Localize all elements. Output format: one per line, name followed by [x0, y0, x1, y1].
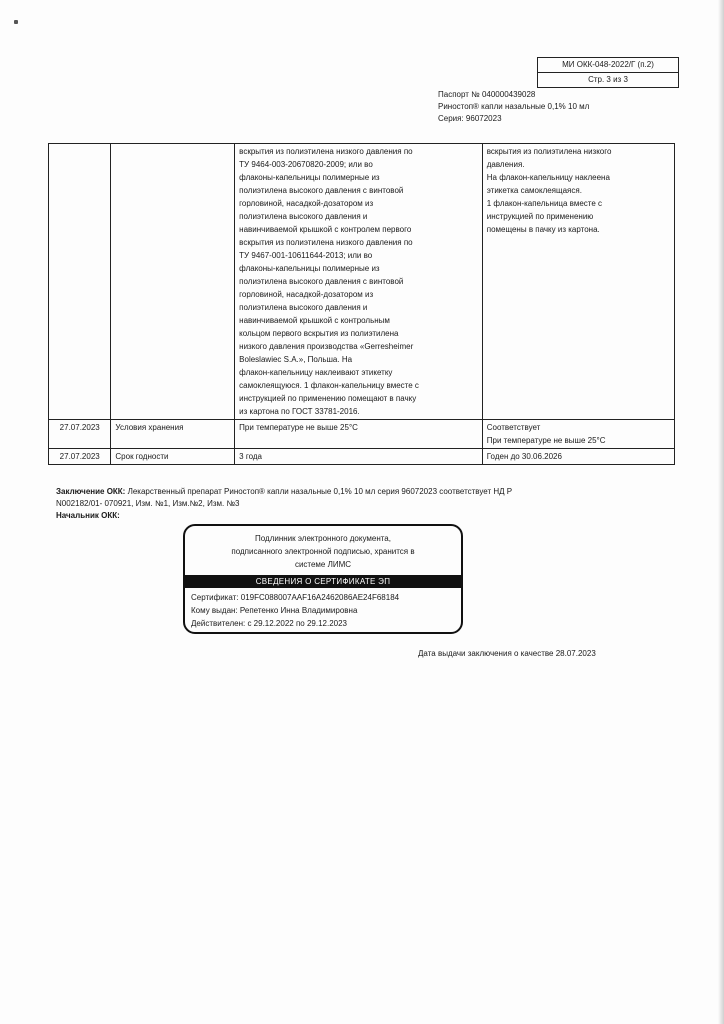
- requirement-line: низкого давления производства «Gerresheimer: [239, 342, 414, 351]
- result-line: При температуре не выше 25°С: [486, 436, 606, 445]
- issue-date: Дата выдачи заключения о качестве 28.07.2023: [418, 649, 596, 658]
- conclusion-line-2: N002182/01- 070921, Изм. №1, Изм.№2, Изм. №3: [56, 499, 240, 508]
- result-line: помещены в пачку из картона.: [486, 225, 600, 234]
- requirement-line: горловиной, насадкой-дозатором из: [239, 290, 374, 299]
- document-code: МИ ОКК-048-2022/Г (п.2): [562, 60, 654, 69]
- requirement-line: навинчиваемой крышкой с контролем первого: [239, 225, 412, 234]
- cell-date: [49, 144, 111, 420]
- requirement-line: ТУ 9467-001-10611644-2013; или во: [239, 251, 373, 260]
- passport-info: [438, 89, 589, 125]
- passport-number: Паспорт № 040000439028: [438, 90, 536, 99]
- requirement-line: полиэтилена высокого давления с винтовой: [239, 277, 404, 286]
- conclusion-block: [56, 486, 512, 522]
- cell-date: 27.07.2023: [49, 420, 111, 449]
- requirement-line: навинчиваемой крышкой с контрольным: [239, 316, 390, 325]
- table-row-storage: [49, 420, 675, 449]
- requirement-line: полиэтилена высокого давления и: [239, 303, 368, 312]
- requirement-line: флакон-капельницу наклеивают этикетку: [239, 368, 393, 377]
- cell-result: [482, 420, 674, 449]
- quality-table: [48, 143, 675, 465]
- result-line: На флакон-капельницу наклеена: [486, 173, 610, 182]
- conclusion-line: [56, 486, 512, 498]
- result-line: вскрытия из полиэтилена низкого: [486, 147, 612, 156]
- result-line: Соответствует: [486, 423, 541, 432]
- requirement-line: горловиной, насадкой-дозатором из: [239, 199, 374, 208]
- page-edge-shadow: [718, 0, 724, 1024]
- result-line: инструкцией по применению: [486, 212, 594, 221]
- esig-line: подписанного электронной подписью, хранится в: [231, 547, 415, 556]
- result-line: 1 флакон-капельница вместе с: [486, 199, 603, 208]
- document-code-box: [537, 57, 679, 88]
- requirement-line: вскрытия из полиэтилена низкого давления по: [239, 238, 413, 247]
- esig-line: Подлинник электронного документа,: [255, 534, 391, 543]
- conclusion-text: Лекарственный препарат Риностоп® капли назальные 0,1% 10 мл серия 96072023 соответствует НД Р: [125, 487, 513, 496]
- requirement-line: ТУ 9464-003-20670820-2009; или во: [239, 160, 373, 169]
- page-number: Стр. 3 из 3: [538, 72, 678, 87]
- requirement-line: флаконы-капельницы полимерные из: [239, 264, 380, 273]
- electronic-signature-stamp: [183, 524, 463, 634]
- result-line: этикетка самоклеящаяся.: [486, 186, 582, 195]
- requirement-line: Boleslawiec S.A.», Польша. На: [239, 355, 353, 364]
- requirement-line: флаконы-капельницы полимерные из: [239, 173, 380, 182]
- scan-artifact: [14, 20, 18, 24]
- series-number: Серия: 96072023: [438, 114, 502, 123]
- product-name: Риностоп® капли назальные 0,1% 10 мл: [438, 102, 590, 111]
- cell-result: [482, 144, 674, 420]
- requirement-line: вскрытия из полиэтилена низкого давления по: [239, 147, 413, 156]
- esig-certificate: Сертификат: 019FC088007AAF16A2462086AE24F68184: [191, 593, 400, 602]
- requirement-line: полиэтилена высокого давления и: [239, 212, 368, 221]
- requirement-line: самоклеящуюся. 1 флакон-капельницу вместе с: [239, 381, 419, 390]
- requirement-line: из картона по ГОСТ 33781-2016.: [239, 407, 360, 416]
- cell-requirement: [235, 144, 483, 420]
- cell-indicator: [111, 144, 235, 420]
- table-row-packaging: [49, 144, 675, 420]
- esig-issued-to: Кому выдан: Репетенко Инна Владимировна: [191, 606, 358, 615]
- conclusion-label: Заключение ОКК:: [56, 487, 126, 496]
- cell-result: Годен до 30.06.2026: [482, 449, 674, 465]
- esig-banner: СВЕДЕНИЯ О СЕРТИФИКАТЕ ЭП: [185, 575, 461, 588]
- cell-indicator: Условия хранения: [111, 420, 235, 449]
- requirement-line: полиэтилена высокого давления с винтовой: [239, 186, 404, 195]
- esig-validity: Действителен: с 29.12.2022 по 29.12.2023: [191, 619, 347, 628]
- requirement-line: кольцом первого вскрытия из полиэтилена: [239, 329, 399, 338]
- table-row-shelf-life: [49, 449, 675, 465]
- requirement-line: инструкцией по применению помещают в пачку: [239, 394, 417, 403]
- chief-label: Начальник ОКК:: [56, 511, 120, 520]
- result-line: давления.: [486, 160, 525, 169]
- cell-date: 27.07.2023: [49, 449, 111, 465]
- cell-requirement: При температуре не выше 25°С: [235, 420, 483, 449]
- cell-indicator: Срок годности: [111, 449, 235, 465]
- esig-line: системе ЛИМС: [294, 560, 352, 569]
- cell-requirement: 3 года: [235, 449, 483, 465]
